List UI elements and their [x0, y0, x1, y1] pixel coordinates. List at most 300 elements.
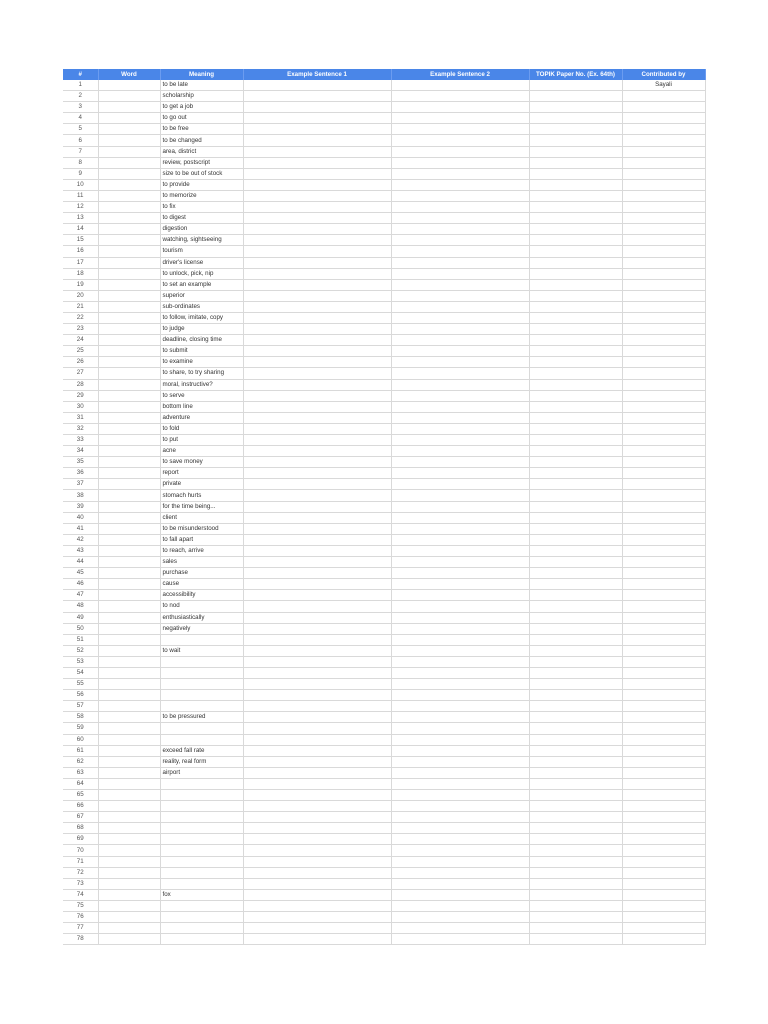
example-sentence-1-cell[interactable] — [243, 889, 391, 900]
contributed-by-cell[interactable] — [622, 357, 705, 368]
contributed-by-cell[interactable] — [622, 346, 705, 357]
meaning-cell[interactable]: moral, instructive? — [160, 379, 243, 390]
meaning-cell[interactable] — [160, 934, 243, 945]
contributed-by-cell[interactable] — [622, 934, 705, 945]
row-number-cell[interactable]: 36 — [63, 468, 98, 479]
row-number-cell[interactable]: 21 — [63, 301, 98, 312]
example-sentence-2-cell[interactable] — [391, 812, 529, 823]
word-cell[interactable] — [98, 634, 160, 645]
meaning-cell[interactable]: client — [160, 512, 243, 523]
example-sentence-2-cell[interactable] — [391, 845, 529, 856]
word-cell[interactable] — [98, 157, 160, 168]
example-sentence-2-cell[interactable] — [391, 368, 529, 379]
word-cell[interactable] — [98, 845, 160, 856]
topik-paper-cell[interactable] — [529, 923, 622, 934]
word-cell[interactable] — [98, 723, 160, 734]
word-cell[interactable] — [98, 235, 160, 246]
topik-paper-cell[interactable] — [529, 601, 622, 612]
row-number-cell[interactable]: 58 — [63, 712, 98, 723]
contributed-by-cell[interactable] — [622, 290, 705, 301]
example-sentence-1-cell[interactable] — [243, 124, 391, 135]
contributed-by-cell[interactable] — [622, 379, 705, 390]
example-sentence-1-cell[interactable] — [243, 801, 391, 812]
example-sentence-2-cell[interactable] — [391, 312, 529, 323]
example-sentence-2-cell[interactable] — [391, 667, 529, 678]
example-sentence-2-cell[interactable] — [391, 712, 529, 723]
word-cell[interactable] — [98, 423, 160, 434]
example-sentence-2-cell[interactable] — [391, 912, 529, 923]
example-sentence-1-cell[interactable] — [243, 468, 391, 479]
example-sentence-2-cell[interactable] — [391, 446, 529, 457]
contributed-by-cell[interactable] — [622, 257, 705, 268]
contributed-by-cell[interactable] — [622, 623, 705, 634]
row-number-cell[interactable]: 74 — [63, 889, 98, 900]
example-sentence-2-cell[interactable] — [391, 734, 529, 745]
example-sentence-1-cell[interactable] — [243, 246, 391, 257]
contributed-by-cell[interactable] — [622, 900, 705, 911]
word-cell[interactable] — [98, 790, 160, 801]
topik-paper-cell[interactable] — [529, 290, 622, 301]
meaning-cell[interactable]: to be free — [160, 124, 243, 135]
meaning-cell[interactable]: size to be out of stock — [160, 168, 243, 179]
example-sentence-2-cell[interactable] — [391, 923, 529, 934]
example-sentence-1-cell[interactable] — [243, 912, 391, 923]
row-number-cell[interactable]: 1 — [63, 80, 98, 91]
topik-paper-cell[interactable] — [529, 457, 622, 468]
example-sentence-2-cell[interactable] — [391, 756, 529, 767]
row-number-cell[interactable]: 4 — [63, 113, 98, 124]
meaning-cell[interactable] — [160, 701, 243, 712]
row-number-cell[interactable]: 22 — [63, 312, 98, 323]
word-cell[interactable] — [98, 80, 160, 91]
meaning-cell[interactable]: stomach hurts — [160, 490, 243, 501]
contributed-by-cell[interactable] — [622, 202, 705, 213]
meaning-cell[interactable]: deadline, closing time — [160, 335, 243, 346]
meaning-cell[interactable]: to serve — [160, 390, 243, 401]
example-sentence-1-cell[interactable] — [243, 102, 391, 113]
contributed-by-cell[interactable] — [622, 412, 705, 423]
contributed-by-cell[interactable] — [622, 912, 705, 923]
example-sentence-2-cell[interactable] — [391, 900, 529, 911]
example-sentence-1-cell[interactable] — [243, 557, 391, 568]
contributed-by-cell[interactable] — [622, 823, 705, 834]
example-sentence-2-cell[interactable] — [391, 823, 529, 834]
topik-paper-cell[interactable] — [529, 357, 622, 368]
example-sentence-1-cell[interactable] — [243, 423, 391, 434]
meaning-cell[interactable]: purchase — [160, 568, 243, 579]
contributed-by-cell[interactable] — [622, 778, 705, 789]
meaning-cell[interactable]: to provide — [160, 179, 243, 190]
contributed-by-cell[interactable] — [622, 457, 705, 468]
word-cell[interactable] — [98, 767, 160, 778]
word-cell[interactable] — [98, 923, 160, 934]
meaning-cell[interactable] — [160, 801, 243, 812]
meaning-cell[interactable]: to be pressured — [160, 712, 243, 723]
word-cell[interactable] — [98, 745, 160, 756]
word-cell[interactable] — [98, 335, 160, 346]
example-sentence-1-cell[interactable] — [243, 545, 391, 556]
example-sentence-1-cell[interactable] — [243, 401, 391, 412]
example-sentence-1-cell[interactable] — [243, 113, 391, 124]
topik-paper-cell[interactable] — [529, 856, 622, 867]
meaning-cell[interactable] — [160, 690, 243, 701]
word-cell[interactable] — [98, 934, 160, 945]
row-number-cell[interactable]: 24 — [63, 335, 98, 346]
example-sentence-1-cell[interactable] — [243, 168, 391, 179]
contributed-by-cell[interactable] — [622, 468, 705, 479]
word-cell[interactable] — [98, 279, 160, 290]
contributed-by-cell[interactable] — [622, 423, 705, 434]
row-number-cell[interactable]: 44 — [63, 557, 98, 568]
contributed-by-cell[interactable] — [622, 435, 705, 446]
row-number-cell[interactable]: 8 — [63, 157, 98, 168]
example-sentence-1-cell[interactable] — [243, 390, 391, 401]
example-sentence-1-cell[interactable] — [243, 479, 391, 490]
row-number-cell[interactable]: 28 — [63, 379, 98, 390]
topik-paper-cell[interactable] — [529, 401, 622, 412]
contributed-by-cell[interactable] — [622, 712, 705, 723]
contributed-by-cell[interactable] — [622, 146, 705, 157]
row-number-cell[interactable]: 25 — [63, 346, 98, 357]
contributed-by-cell[interactable] — [622, 845, 705, 856]
example-sentence-1-cell[interactable] — [243, 612, 391, 623]
example-sentence-2-cell[interactable] — [391, 246, 529, 257]
contributed-by-cell[interactable] — [622, 568, 705, 579]
topik-paper-cell[interactable] — [529, 845, 622, 856]
meaning-cell[interactable]: to be late — [160, 80, 243, 91]
example-sentence-1-cell[interactable] — [243, 845, 391, 856]
topik-paper-cell[interactable] — [529, 612, 622, 623]
word-cell[interactable] — [98, 179, 160, 190]
row-number-cell[interactable]: 20 — [63, 290, 98, 301]
row-number-cell[interactable]: 23 — [63, 324, 98, 335]
row-number-cell[interactable]: 77 — [63, 923, 98, 934]
word-cell[interactable] — [98, 135, 160, 146]
example-sentence-2-cell[interactable] — [391, 645, 529, 656]
row-number-cell[interactable]: 73 — [63, 878, 98, 889]
meaning-cell[interactable]: to unlock, pick, nip — [160, 268, 243, 279]
meaning-cell[interactable]: exceed fall rate — [160, 745, 243, 756]
topik-paper-cell[interactable] — [529, 468, 622, 479]
example-sentence-2-cell[interactable] — [391, 690, 529, 701]
topik-paper-cell[interactable] — [529, 490, 622, 501]
row-number-cell[interactable]: 29 — [63, 390, 98, 401]
example-sentence-2-cell[interactable] — [391, 834, 529, 845]
example-sentence-2-cell[interactable] — [391, 390, 529, 401]
example-sentence-2-cell[interactable] — [391, 379, 529, 390]
meaning-cell[interactable]: to put — [160, 435, 243, 446]
meaning-cell[interactable] — [160, 656, 243, 667]
word-cell[interactable] — [98, 490, 160, 501]
example-sentence-1-cell[interactable] — [243, 279, 391, 290]
row-number-cell[interactable]: 45 — [63, 568, 98, 579]
word-cell[interactable] — [98, 213, 160, 224]
word-cell[interactable] — [98, 312, 160, 323]
row-number-cell[interactable]: 61 — [63, 745, 98, 756]
topik-paper-cell[interactable] — [529, 102, 622, 113]
contributed-by-cell[interactable] — [622, 878, 705, 889]
word-cell[interactable] — [98, 446, 160, 457]
word-cell[interactable] — [98, 557, 160, 568]
topik-paper-cell[interactable] — [529, 900, 622, 911]
topik-paper-cell[interactable] — [529, 734, 622, 745]
meaning-cell[interactable] — [160, 679, 243, 690]
topik-paper-cell[interactable] — [529, 279, 622, 290]
example-sentence-2-cell[interactable] — [391, 290, 529, 301]
meaning-cell[interactable]: to reach, arrive — [160, 545, 243, 556]
example-sentence-1-cell[interactable] — [243, 856, 391, 867]
contributed-by-cell[interactable] — [622, 190, 705, 201]
topik-paper-cell[interactable] — [529, 390, 622, 401]
contributed-by-cell[interactable] — [622, 523, 705, 534]
example-sentence-2-cell[interactable] — [391, 301, 529, 312]
example-sentence-2-cell[interactable] — [391, 545, 529, 556]
topik-paper-cell[interactable] — [529, 335, 622, 346]
contributed-by-cell[interactable] — [622, 679, 705, 690]
word-cell[interactable] — [98, 190, 160, 201]
row-number-cell[interactable]: 7 — [63, 146, 98, 157]
contributed-by-cell[interactable] — [622, 102, 705, 113]
meaning-cell[interactable]: sub-ordinates — [160, 301, 243, 312]
topik-paper-cell[interactable] — [529, 412, 622, 423]
word-cell[interactable] — [98, 501, 160, 512]
example-sentence-1-cell[interactable] — [243, 257, 391, 268]
contributed-by-cell[interactable] — [622, 634, 705, 645]
meaning-cell[interactable]: to save money — [160, 457, 243, 468]
example-sentence-1-cell[interactable] — [243, 623, 391, 634]
example-sentence-1-cell[interactable] — [243, 812, 391, 823]
example-sentence-1-cell[interactable] — [243, 190, 391, 201]
contributed-by-cell[interactable] — [622, 312, 705, 323]
meaning-cell[interactable] — [160, 734, 243, 745]
meaning-cell[interactable]: bottom line — [160, 401, 243, 412]
contributed-by-cell[interactable] — [622, 812, 705, 823]
example-sentence-1-cell[interactable] — [243, 335, 391, 346]
word-cell[interactable] — [98, 867, 160, 878]
example-sentence-2-cell[interactable] — [391, 268, 529, 279]
example-sentence-1-cell[interactable] — [243, 512, 391, 523]
row-number-cell[interactable]: 33 — [63, 435, 98, 446]
contributed-by-cell[interactable] — [622, 557, 705, 568]
topik-paper-cell[interactable] — [529, 756, 622, 767]
word-cell[interactable] — [98, 468, 160, 479]
meaning-cell[interactable]: digestion — [160, 224, 243, 235]
contributed-by-cell[interactable] — [622, 168, 705, 179]
topik-paper-cell[interactable] — [529, 745, 622, 756]
example-sentence-2-cell[interactable] — [391, 113, 529, 124]
contributed-by-cell[interactable] — [622, 767, 705, 778]
example-sentence-1-cell[interactable] — [243, 734, 391, 745]
row-number-cell[interactable]: 60 — [63, 734, 98, 745]
example-sentence-1-cell[interactable] — [243, 934, 391, 945]
word-cell[interactable] — [98, 301, 160, 312]
word-cell[interactable] — [98, 834, 160, 845]
meaning-cell[interactable]: report — [160, 468, 243, 479]
example-sentence-2-cell[interactable] — [391, 157, 529, 168]
row-number-cell[interactable]: 31 — [63, 412, 98, 423]
contributed-by-cell[interactable] — [622, 867, 705, 878]
topik-paper-cell[interactable] — [529, 246, 622, 257]
contributed-by-cell[interactable] — [622, 124, 705, 135]
example-sentence-1-cell[interactable] — [243, 346, 391, 357]
word-cell[interactable] — [98, 412, 160, 423]
row-number-cell[interactable]: 17 — [63, 257, 98, 268]
topik-paper-cell[interactable] — [529, 934, 622, 945]
example-sentence-2-cell[interactable] — [391, 468, 529, 479]
row-number-cell[interactable]: 27 — [63, 368, 98, 379]
row-number-cell[interactable]: 70 — [63, 845, 98, 856]
example-sentence-1-cell[interactable] — [243, 834, 391, 845]
contributed-by-cell[interactable] — [622, 235, 705, 246]
example-sentence-1-cell[interactable] — [243, 756, 391, 767]
topik-paper-cell[interactable] — [529, 213, 622, 224]
contributed-by-cell[interactable] — [622, 534, 705, 545]
example-sentence-1-cell[interactable] — [243, 867, 391, 878]
example-sentence-2-cell[interactable] — [391, 457, 529, 468]
example-sentence-2-cell[interactable] — [391, 723, 529, 734]
row-number-cell[interactable]: 10 — [63, 179, 98, 190]
example-sentence-1-cell[interactable] — [243, 324, 391, 335]
contributed-by-cell[interactable] — [622, 113, 705, 124]
topik-paper-cell[interactable] — [529, 179, 622, 190]
word-cell[interactable] — [98, 878, 160, 889]
word-cell[interactable] — [98, 667, 160, 678]
topik-paper-cell[interactable] — [529, 690, 622, 701]
row-number-cell[interactable]: 66 — [63, 801, 98, 812]
topik-paper-cell[interactable] — [529, 479, 622, 490]
word-cell[interactable] — [98, 801, 160, 812]
meaning-cell[interactable]: to get a job — [160, 102, 243, 113]
word-cell[interactable] — [98, 401, 160, 412]
topik-paper-cell[interactable] — [529, 545, 622, 556]
example-sentence-1-cell[interactable] — [243, 235, 391, 246]
contributed-by-cell[interactable] — [622, 91, 705, 102]
example-sentence-2-cell[interactable] — [391, 80, 529, 91]
example-sentence-2-cell[interactable] — [391, 701, 529, 712]
topik-paper-cell[interactable] — [529, 723, 622, 734]
row-number-cell[interactable]: 65 — [63, 790, 98, 801]
meaning-cell[interactable]: cause — [160, 579, 243, 590]
example-sentence-1-cell[interactable] — [243, 745, 391, 756]
word-cell[interactable] — [98, 679, 160, 690]
example-sentence-2-cell[interactable] — [391, 335, 529, 346]
topik-paper-cell[interactable] — [529, 268, 622, 279]
example-sentence-2-cell[interactable] — [391, 501, 529, 512]
meaning-cell[interactable]: to share, to try sharing — [160, 368, 243, 379]
example-sentence-2-cell[interactable] — [391, 745, 529, 756]
topik-paper-cell[interactable] — [529, 790, 622, 801]
contributed-by-cell[interactable] — [622, 723, 705, 734]
example-sentence-1-cell[interactable] — [243, 213, 391, 224]
row-number-cell[interactable]: 46 — [63, 579, 98, 590]
example-sentence-1-cell[interactable] — [243, 590, 391, 601]
meaning-cell[interactable] — [160, 923, 243, 934]
topik-paper-cell[interactable] — [529, 146, 622, 157]
contributed-by-cell[interactable] — [622, 645, 705, 656]
meaning-cell[interactable]: accessibility — [160, 590, 243, 601]
meaning-cell[interactable]: to be changed — [160, 135, 243, 146]
topik-paper-cell[interactable] — [529, 834, 622, 845]
meaning-cell[interactable] — [160, 778, 243, 789]
contributed-by-cell[interactable] — [622, 335, 705, 346]
example-sentence-2-cell[interactable] — [391, 190, 529, 201]
example-sentence-2-cell[interactable] — [391, 324, 529, 335]
row-number-cell[interactable]: 69 — [63, 834, 98, 845]
example-sentence-1-cell[interactable] — [243, 435, 391, 446]
row-number-cell[interactable]: 62 — [63, 756, 98, 767]
meaning-cell[interactable]: scholarship — [160, 91, 243, 102]
example-sentence-1-cell[interactable] — [243, 523, 391, 534]
row-number-cell[interactable]: 68 — [63, 823, 98, 834]
example-sentence-2-cell[interactable] — [391, 490, 529, 501]
contributed-by-cell[interactable] — [622, 279, 705, 290]
topik-paper-cell[interactable] — [529, 534, 622, 545]
meaning-cell[interactable]: to digest — [160, 213, 243, 224]
topik-paper-cell[interactable] — [529, 878, 622, 889]
topik-paper-cell[interactable] — [529, 312, 622, 323]
example-sentence-2-cell[interactable] — [391, 934, 529, 945]
word-cell[interactable] — [98, 579, 160, 590]
contributed-by-cell[interactable] — [622, 324, 705, 335]
topik-paper-cell[interactable] — [529, 645, 622, 656]
word-cell[interactable] — [98, 168, 160, 179]
row-number-cell[interactable]: 39 — [63, 501, 98, 512]
row-number-cell[interactable]: 41 — [63, 523, 98, 534]
meaning-cell[interactable] — [160, 723, 243, 734]
example-sentence-2-cell[interactable] — [391, 146, 529, 157]
meaning-cell[interactable]: adventure — [160, 412, 243, 423]
example-sentence-1-cell[interactable] — [243, 368, 391, 379]
example-sentence-1-cell[interactable] — [243, 301, 391, 312]
word-cell[interactable] — [98, 290, 160, 301]
word-cell[interactable] — [98, 690, 160, 701]
topik-paper-cell[interactable] — [529, 867, 622, 878]
contributed-by-cell[interactable] — [622, 157, 705, 168]
word-cell[interactable] — [98, 257, 160, 268]
example-sentence-2-cell[interactable] — [391, 568, 529, 579]
example-sentence-1-cell[interactable] — [243, 80, 391, 91]
word-cell[interactable] — [98, 146, 160, 157]
example-sentence-1-cell[interactable] — [243, 412, 391, 423]
example-sentence-2-cell[interactable] — [391, 435, 529, 446]
row-number-cell[interactable]: 14 — [63, 224, 98, 235]
meaning-cell[interactable]: review, postscript — [160, 157, 243, 168]
row-number-cell[interactable]: 13 — [63, 213, 98, 224]
row-number-cell[interactable]: 63 — [63, 767, 98, 778]
meaning-cell[interactable] — [160, 634, 243, 645]
meaning-cell[interactable]: to nod — [160, 601, 243, 612]
topik-paper-cell[interactable] — [529, 135, 622, 146]
example-sentence-2-cell[interactable] — [391, 856, 529, 867]
example-sentence-1-cell[interactable] — [243, 712, 391, 723]
row-number-cell[interactable]: 15 — [63, 235, 98, 246]
contributed-by-cell[interactable] — [622, 856, 705, 867]
example-sentence-2-cell[interactable] — [391, 168, 529, 179]
example-sentence-1-cell[interactable] — [243, 778, 391, 789]
example-sentence-2-cell[interactable] — [391, 202, 529, 213]
row-number-cell[interactable]: 37 — [63, 479, 98, 490]
contributed-by-cell[interactable] — [622, 501, 705, 512]
example-sentence-2-cell[interactable] — [391, 423, 529, 434]
contributed-by-cell[interactable] — [622, 612, 705, 623]
row-number-cell[interactable]: 2 — [63, 91, 98, 102]
contributed-by-cell[interactable] — [622, 213, 705, 224]
word-cell[interactable] — [98, 113, 160, 124]
meaning-cell[interactable]: for the time being... — [160, 501, 243, 512]
example-sentence-1-cell[interactable] — [243, 91, 391, 102]
topik-paper-cell[interactable] — [529, 679, 622, 690]
example-sentence-2-cell[interactable] — [391, 767, 529, 778]
